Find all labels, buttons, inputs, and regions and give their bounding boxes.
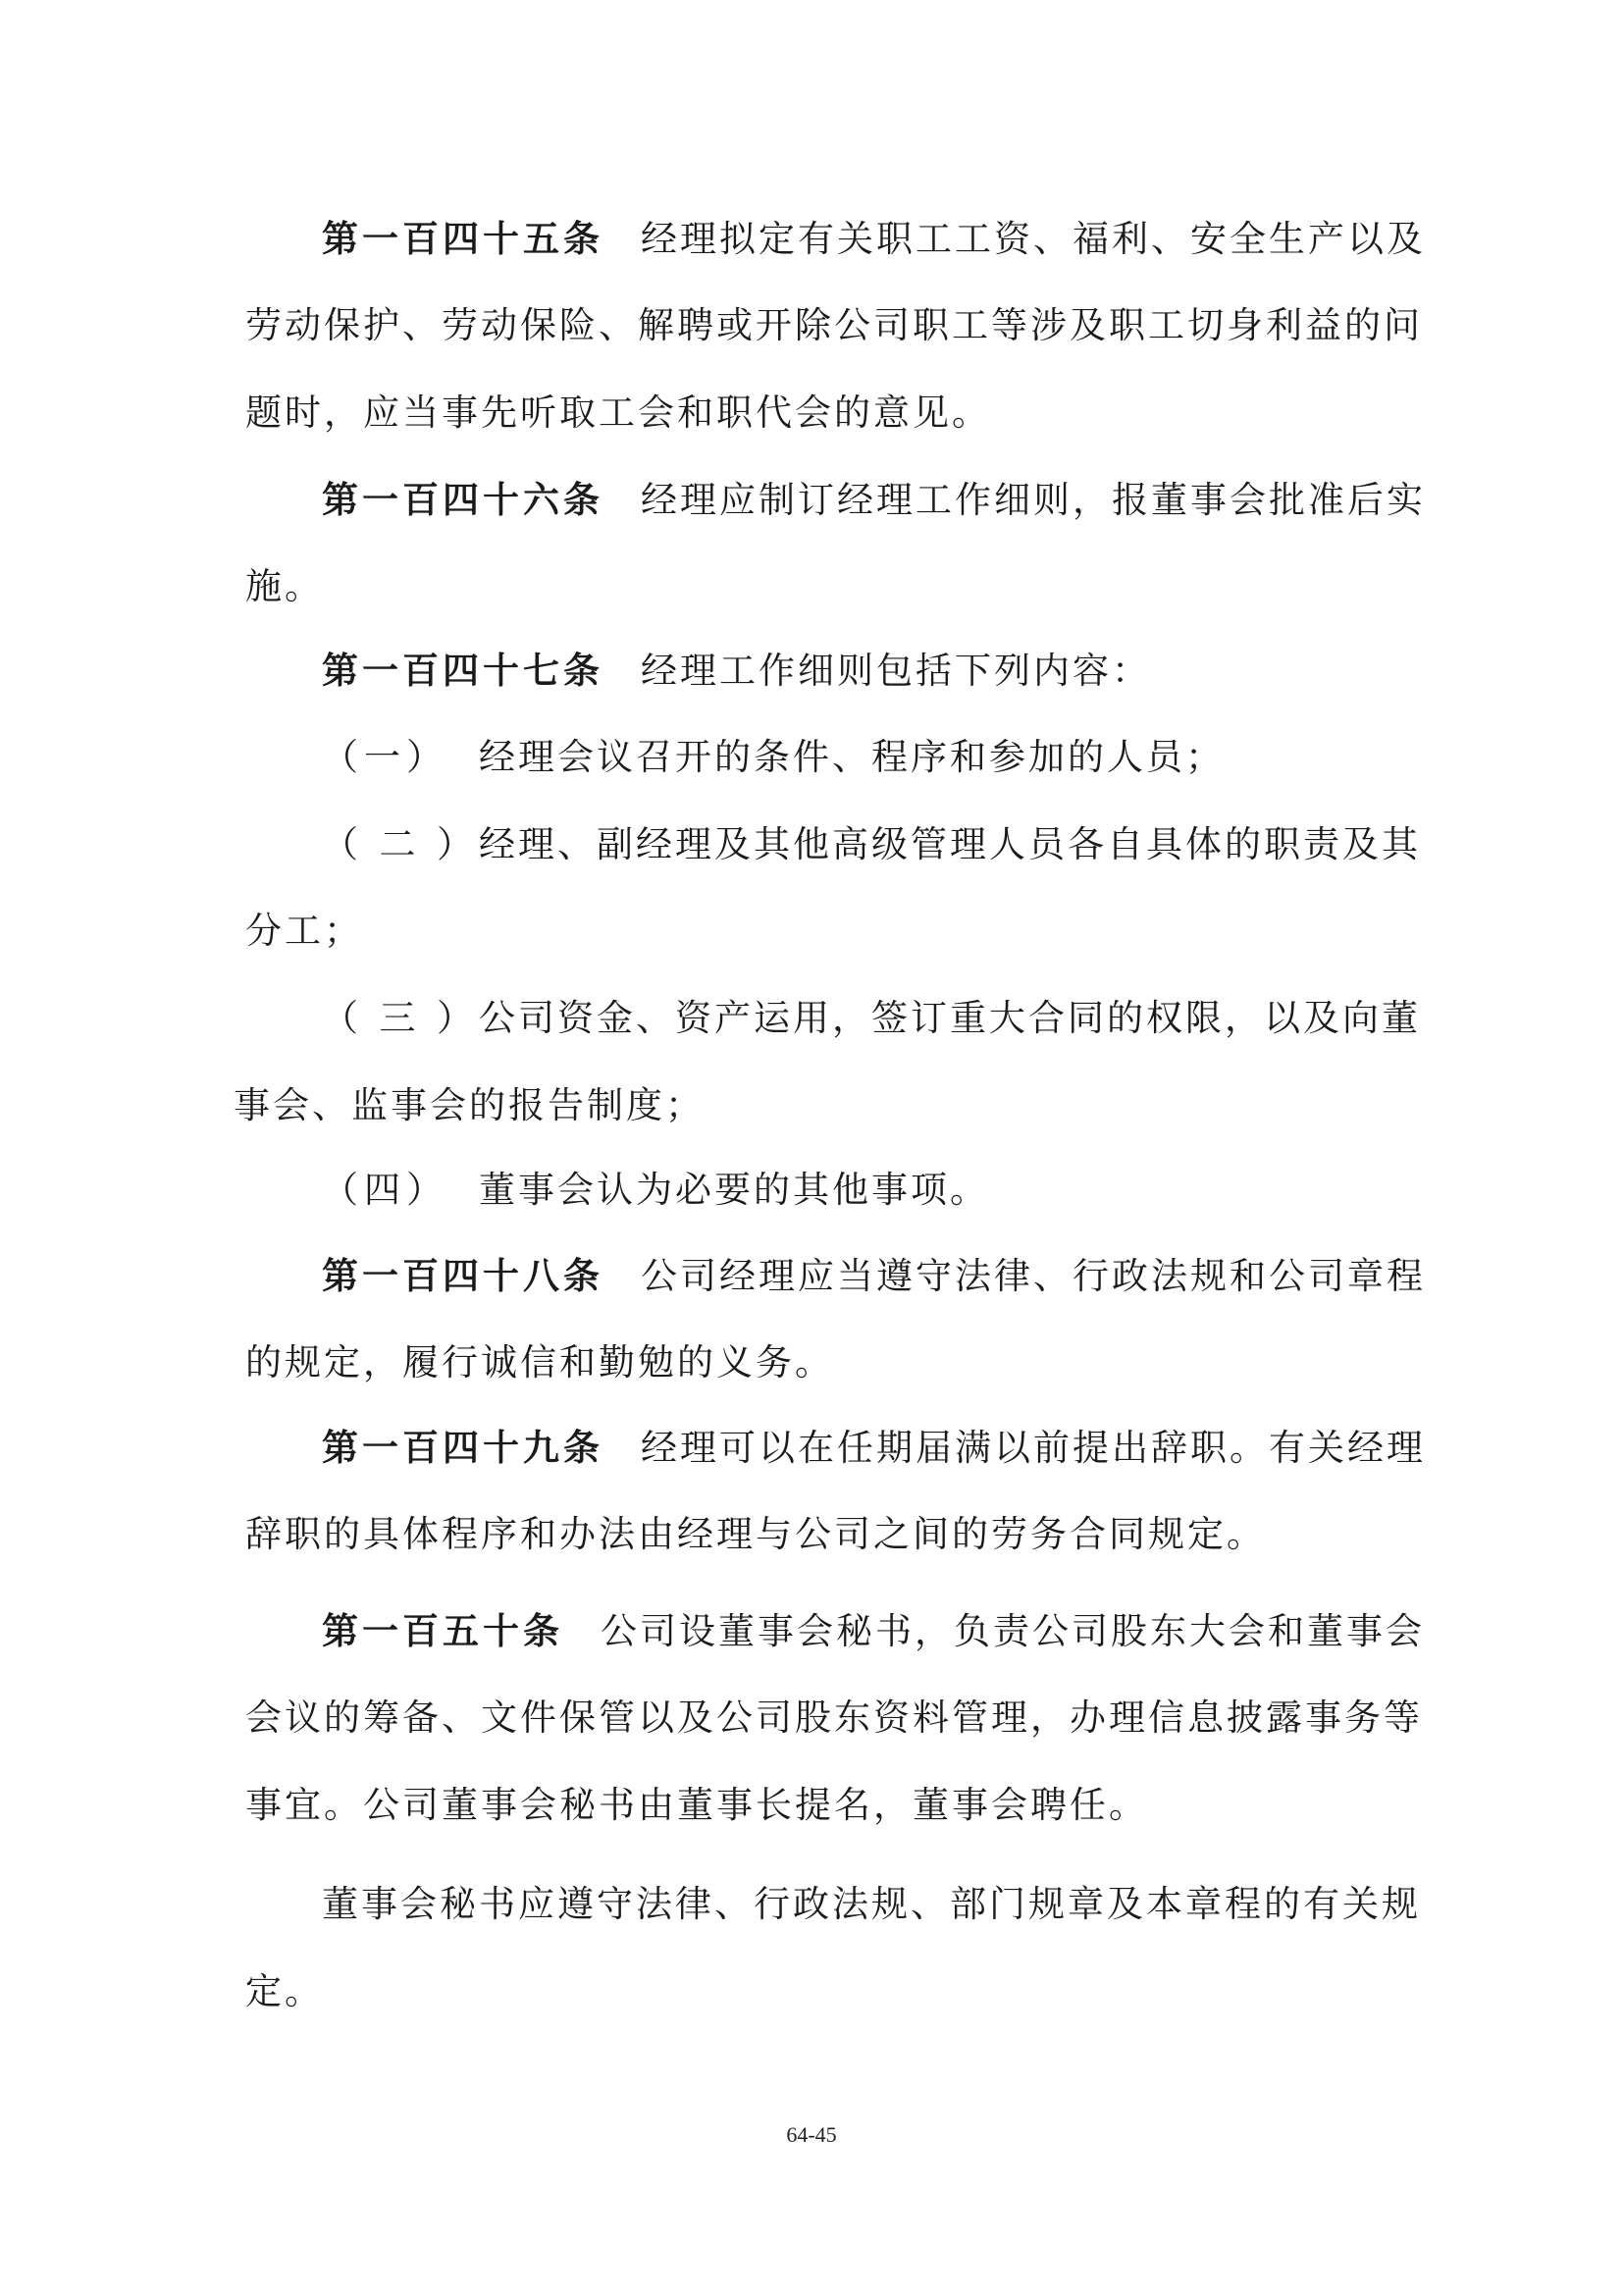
article-148-line-1: [322, 1246, 1426, 1305]
secretary-paragraph-line-1: 董事会秘书应遵守法律、行政法规、部门规章及本章程的有关规: [322, 1883, 1421, 1925]
list-item-2: [322, 815, 1421, 874]
list-item-1: [322, 728, 1384, 787]
article-146-text: 经理应制订经理工作细则，报董事会批准后实: [641, 479, 1426, 521]
article-146-label: 第一百四十六条: [322, 478, 603, 521]
list-item-2-number: （二）: [322, 823, 479, 865]
article-149-line-1: [322, 1418, 1426, 1477]
secretary-paragraph-line-2: 定。: [245, 1970, 324, 2012]
article-148-label: 第一百四十八条: [322, 1254, 603, 1297]
article-150-text: 公司设董事会秘书，负责公司股东大会和董事会: [601, 1610, 1425, 1652]
article-145-text: 经理拟定有关职工工资、福利、安全生产以及: [641, 218, 1426, 260]
list-item-4-number: （四）: [322, 1169, 448, 1211]
page-number: 64-45: [786, 2122, 837, 2147]
article-150-line-3: 事宜。公司董事会秘书由董事长提名，董事会聘任。: [245, 1784, 1148, 1826]
article-146-line-2: 施。: [245, 565, 324, 607]
article-148-text: 公司经理应当遵守法律、行政法规和公司章程: [641, 1255, 1426, 1297]
article-150-line-2: 会议的筹备、文件保管以及公司股东资料管理，办理信息披露事务等: [245, 1696, 1423, 1739]
list-item-1-number: （一）: [322, 736, 448, 778]
list-item-2-line-2: 分工；: [245, 910, 363, 952]
list-item-3-line-2: 事会、监事会的报告制度；: [234, 1084, 705, 1126]
article-150-label: 第一百五十条: [322, 1609, 563, 1652]
article-145-label: 第一百四十五条: [322, 217, 603, 260]
list-item-3-number: （三）: [322, 997, 479, 1039]
article-147-line-1: [322, 641, 1384, 700]
article-146-line-1: [322, 470, 1426, 529]
article-149-text: 经理可以在任期届满以前提出辞职。有关经理: [641, 1427, 1426, 1469]
article-148-line-2: 的规定，履行诚信和勤勉的义务。: [245, 1341, 834, 1383]
article-145-line-2: 劳动保护、劳动保险、解聘或开除公司职工等涉及职工切身利益的问: [245, 304, 1423, 346]
list-item-3: [322, 989, 1421, 1048]
article-149-line-2: 辞职的具体程序和办法由经理与公司之间的劳务合同规定。: [245, 1513, 1266, 1555]
list-item-2-text: 经理、副经理及其他高级管理人员各自具体的职责及其: [479, 823, 1421, 865]
article-147-text: 经理工作细则包括下列内容：: [641, 650, 1151, 692]
article-145-line-3: 题时，应当事先听取工会和职代会的意见。: [245, 391, 991, 434]
list-item-1-text: 经理会议召开的条件、程序和参加的人员；: [479, 736, 1225, 778]
list-item-4-text: 董事会认为必要的其他事项。: [479, 1169, 989, 1211]
article-147-label: 第一百四十七条: [322, 649, 603, 692]
list-item-4: [322, 1161, 1384, 1220]
list-item-3-text: 公司资金、资产运用，签订重大合同的权限，以及向董: [479, 997, 1421, 1039]
article-150-line-1: [322, 1601, 1425, 1660]
article-149-label: 第一百四十九条: [322, 1426, 603, 1469]
article-145-line-1: [322, 209, 1426, 268]
